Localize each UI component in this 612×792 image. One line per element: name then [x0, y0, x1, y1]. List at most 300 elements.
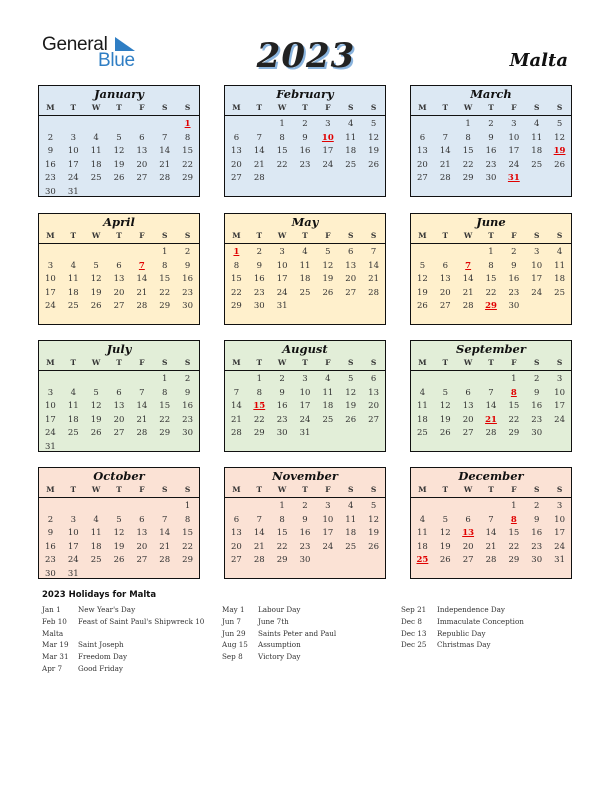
empty-cell	[62, 373, 85, 387]
day-cell: 5	[116, 514, 122, 525]
holiday-item	[401, 616, 524, 628]
day-cell: 29	[508, 428, 520, 438]
day-cell: 28	[159, 173, 171, 183]
holiday-date: Sep 8	[222, 652, 243, 662]
empty-cell	[225, 500, 248, 514]
empty-cell	[411, 246, 434, 260]
day-cell: 15	[276, 528, 288, 538]
day-cell: 27	[113, 428, 125, 438]
day-cell: 25	[322, 414, 334, 425]
day-cell: 31	[67, 186, 79, 197]
day-cell: 5	[348, 374, 354, 384]
day-cell: 4	[419, 387, 426, 398]
day-cell: 5	[419, 260, 426, 271]
day-cell: 23	[299, 541, 311, 552]
day-cell: 29	[182, 555, 193, 565]
day-cell: 6	[370, 374, 377, 384]
holidays-title: 2023 Holidays for Malta	[42, 590, 157, 600]
empty-cell	[62, 500, 85, 514]
day-cell: 9	[488, 132, 494, 143]
holiday-date: Apr 7	[42, 663, 63, 673]
empty-cell	[480, 373, 503, 387]
day-cell: 18	[345, 528, 357, 538]
day-cell: 9	[184, 260, 191, 271]
day-cell: 14	[439, 146, 451, 156]
day-cell: 2	[302, 501, 308, 511]
day-grid	[39, 244, 199, 314]
weekday-header	[39, 483, 199, 498]
weekday-label: M	[46, 485, 55, 494]
country-title: Malta	[509, 50, 568, 71]
day-cell: 11	[67, 274, 79, 284]
empty-cell	[130, 118, 153, 132]
day-cell: 1	[465, 119, 471, 129]
month-title: December	[458, 469, 524, 483]
weekday-label: S	[184, 103, 191, 112]
day-cell: 18	[417, 414, 428, 425]
day-cell: 17	[45, 414, 56, 425]
day-cell: 17	[45, 287, 56, 298]
day-cell: 12	[113, 146, 125, 156]
day-cell: 3	[511, 119, 517, 129]
day-cell: 8	[162, 387, 168, 398]
month-april	[38, 213, 200, 325]
day-cell: 30	[531, 555, 543, 565]
day-cell: 11	[531, 132, 543, 143]
day-cell: 18	[67, 414, 79, 425]
day-cell: 8	[256, 387, 262, 398]
day-cell: 9	[534, 387, 540, 398]
weekday-label: T	[70, 231, 77, 240]
empty-cell	[411, 118, 434, 132]
holiday-item	[42, 628, 204, 640]
day-cell: 23	[182, 287, 193, 298]
weekday-label: F	[511, 485, 517, 494]
day-grid	[225, 244, 385, 314]
weekday-label: M	[232, 358, 241, 367]
empty-cell	[225, 373, 248, 387]
day-cell: 15	[508, 528, 520, 538]
month-january	[38, 85, 200, 197]
day-cell: 22	[508, 541, 520, 552]
holiday-item	[222, 651, 336, 663]
day-cell: 18	[299, 274, 311, 284]
day-cell: 31	[554, 555, 565, 565]
day-cell: 4	[348, 119, 354, 129]
day-cell: 7	[370, 247, 377, 257]
day-cell: 14	[253, 146, 265, 156]
day-cell: 27	[368, 414, 379, 425]
weekday-label: T	[302, 485, 308, 494]
weekday-label: W	[91, 485, 101, 494]
weekday-label: S	[556, 103, 563, 112]
holiday-name: New Year's Day	[78, 605, 136, 614]
day-cell: 30	[182, 428, 193, 438]
holiday-day: 1	[184, 119, 191, 129]
day-cell: 1	[162, 374, 168, 384]
day-cell: 20	[113, 287, 125, 298]
day-cell: 26	[90, 428, 102, 438]
day-cell: 6	[139, 514, 145, 525]
month-title: February	[276, 87, 334, 101]
day-cell: 19	[90, 287, 102, 298]
weekday-label: F	[139, 231, 145, 240]
weekday-label: T	[488, 103, 494, 112]
day-cell: 28	[368, 287, 379, 298]
day-cell: 27	[439, 301, 451, 311]
day-cell: 29	[253, 428, 265, 438]
weekday-label: F	[139, 485, 145, 494]
day-cell: 1	[279, 119, 285, 129]
weekday-label: S	[184, 358, 191, 367]
day-cell: 3	[556, 501, 563, 511]
day-cell: 13	[368, 387, 379, 398]
day-cell: 15	[462, 146, 474, 156]
holiday-date: Jan 1	[42, 605, 61, 614]
day-cell: 14	[159, 528, 171, 538]
day-cell: 15	[276, 146, 288, 156]
day-cell: 19	[322, 274, 334, 284]
holiday-day: 8	[510, 387, 517, 398]
day-cell: 23	[299, 159, 311, 170]
day-cell: 1	[184, 501, 191, 511]
day-cell: 10	[276, 260, 288, 271]
day-cell: 27	[231, 555, 242, 565]
weekday-header	[411, 483, 571, 498]
day-cell: 19	[417, 287, 428, 298]
day-cell: 12	[113, 528, 125, 538]
month-may	[224, 213, 386, 325]
day-cell: 27	[462, 555, 474, 565]
day-cell: 24	[531, 287, 543, 298]
weekday-header	[225, 101, 385, 116]
day-cell: 11	[90, 146, 102, 156]
holiday-item	[42, 616, 204, 628]
day-cell: 28	[159, 555, 171, 565]
weekday-label: T	[488, 231, 494, 240]
day-cell: 12	[439, 528, 451, 538]
day-grid	[411, 371, 571, 441]
day-cell: 20	[136, 541, 148, 552]
day-cell: 15	[485, 274, 497, 284]
day-cell: 19	[113, 159, 125, 170]
day-cell: 17	[299, 401, 311, 411]
day-cell: 11	[299, 260, 311, 271]
day-cell: 22	[462, 159, 474, 170]
day-cell: 21	[253, 159, 265, 170]
day-cell: 13	[231, 528, 242, 538]
weekday-label: W	[91, 103, 101, 112]
empty-cell	[411, 500, 434, 514]
holiday-name: Christmas Day	[437, 640, 491, 650]
holiday-date: Dec 8	[401, 616, 422, 626]
holiday-day: 10	[321, 132, 334, 143]
day-cell: 16	[508, 274, 520, 284]
day-cell: 9	[47, 146, 54, 156]
day-cell: 11	[345, 132, 357, 143]
day-cell: 19	[113, 541, 125, 552]
day-cell: 18	[322, 401, 334, 411]
empty-cell	[457, 373, 480, 387]
day-cell: 16	[182, 274, 193, 284]
day-cell: 20	[462, 414, 474, 425]
day-cell: 28	[136, 301, 148, 311]
empty-cell	[39, 373, 62, 387]
day-cell: 23	[485, 159, 497, 170]
day-cell: 31	[67, 568, 79, 579]
day-cell: 16	[299, 528, 311, 538]
day-cell: 10	[67, 146, 79, 156]
day-cell: 2	[47, 132, 54, 143]
day-cell: 20	[231, 541, 242, 552]
day-cell: 25	[67, 301, 79, 311]
month-march	[410, 85, 572, 197]
day-cell: 13	[231, 146, 242, 156]
weekday-label: F	[325, 231, 331, 240]
day-cell: 9	[47, 528, 54, 538]
day-cell: 17	[554, 528, 565, 538]
day-cell: 26	[113, 555, 125, 565]
holiday-item	[42, 604, 204, 616]
day-cell: 3	[70, 132, 76, 143]
day-cell: 17	[67, 541, 79, 552]
weekday-header	[225, 356, 385, 371]
day-cell: 13	[345, 260, 357, 271]
day-cell: 23	[531, 541, 543, 552]
holiday-name: Immaculate Conception	[437, 616, 524, 626]
day-cell: 10	[45, 401, 56, 411]
holiday-item	[42, 663, 204, 675]
day-cell: 15	[508, 401, 520, 411]
day-cell: 26	[439, 555, 451, 565]
weekday-label: W	[463, 231, 473, 240]
day-cell: 4	[93, 514, 99, 525]
holiday-name: June 7th	[258, 616, 289, 626]
empty-cell	[130, 246, 153, 260]
weekday-label: F	[511, 103, 517, 112]
day-cell: 8	[279, 514, 285, 525]
day-cell: 7	[139, 387, 145, 398]
month-november	[224, 467, 386, 579]
empty-cell	[248, 118, 271, 132]
day-cell: 2	[302, 119, 308, 129]
day-cell: 29	[159, 428, 171, 438]
day-grid	[39, 116, 199, 199]
empty-cell	[434, 500, 457, 514]
weekday-label: W	[277, 358, 287, 367]
weekday-label: S	[370, 485, 377, 494]
day-cell: 31	[299, 428, 311, 438]
weekday-label: M	[232, 485, 241, 494]
empty-cell	[85, 373, 108, 387]
day-cell: 30	[299, 555, 311, 565]
day-cell: 27	[417, 173, 428, 183]
empty-cell	[153, 500, 176, 514]
month-title: July	[106, 342, 132, 356]
day-cell: 11	[90, 528, 102, 538]
weekday-label: S	[184, 485, 191, 494]
day-cell: 7	[162, 514, 168, 525]
weekday-header	[225, 229, 385, 244]
day-grid	[411, 244, 571, 314]
day-cell: 9	[302, 132, 308, 143]
day-cell: 25	[345, 541, 357, 552]
day-cell: 28	[253, 555, 265, 565]
day-cell: 2	[511, 247, 517, 257]
day-cell: 12	[368, 132, 379, 143]
day-cell: 10	[531, 260, 543, 271]
day-cell: 5	[116, 132, 122, 143]
empty-cell	[108, 118, 131, 132]
day-cell: 12	[90, 274, 102, 284]
day-cell: 11	[67, 401, 79, 411]
weekday-label: T	[256, 485, 263, 494]
holiday-day: 31	[507, 173, 520, 183]
day-cell: 8	[279, 132, 285, 143]
day-cell: 21	[136, 414, 148, 425]
day-cell: 4	[348, 501, 354, 511]
day-cell: 27	[113, 301, 125, 311]
day-cell: 27	[136, 173, 148, 183]
day-cell: 14	[485, 528, 497, 538]
day-cell: 13	[136, 528, 148, 538]
holiday-date: Sep 21	[401, 605, 427, 614]
empty-cell	[153, 118, 176, 132]
holiday-item	[222, 628, 336, 640]
holiday-name: Labour Day	[258, 605, 301, 614]
holiday-item	[222, 639, 336, 651]
day-cell: 21	[231, 414, 242, 425]
weekday-label: T	[116, 485, 122, 494]
holiday-item	[42, 651, 204, 663]
day-cell: 21	[485, 541, 497, 552]
month-july	[38, 340, 200, 452]
day-cell: 10	[508, 132, 520, 143]
day-cell: 16	[531, 528, 543, 538]
day-cell: 22	[485, 287, 497, 298]
weekday-label: S	[556, 485, 563, 494]
holiday-name: Saint Joseph	[78, 640, 124, 650]
weekday-label: F	[511, 358, 517, 367]
day-cell: 11	[345, 514, 357, 525]
weekday-label: S	[348, 103, 354, 112]
day-cell: 17	[322, 528, 334, 538]
day-cell: 14	[253, 528, 265, 538]
weekday-label: T	[70, 358, 77, 367]
day-cell: 11	[322, 387, 334, 398]
day-cell: 6	[233, 132, 240, 143]
weekday-label: F	[139, 358, 145, 367]
empty-cell	[108, 246, 131, 260]
day-cell: 14	[136, 401, 148, 411]
day-cell: 29	[462, 173, 474, 183]
holiday-item	[222, 616, 336, 628]
day-cell: 24	[554, 414, 565, 425]
day-cell: 7	[488, 514, 494, 525]
weekday-header	[411, 356, 571, 371]
day-cell: 3	[325, 501, 331, 511]
day-cell: 22	[182, 541, 193, 552]
empty-cell	[108, 500, 131, 514]
day-cell: 15	[182, 528, 193, 538]
day-cell: 8	[162, 260, 168, 271]
day-cell: 29	[508, 555, 520, 565]
day-cell: 10	[299, 387, 311, 398]
day-cell: 2	[184, 374, 191, 384]
day-cell: 5	[556, 119, 563, 129]
weekday-label: S	[162, 485, 168, 494]
day-cell: 13	[417, 146, 428, 156]
day-cell: 16	[45, 159, 56, 170]
day-cell: 23	[45, 555, 56, 565]
empty-cell	[85, 246, 108, 260]
day-cell: 7	[442, 132, 448, 143]
day-cell: 12	[368, 514, 379, 525]
day-cell: 19	[90, 414, 102, 425]
holiday-item	[222, 604, 336, 616]
holiday-day: 7	[465, 260, 472, 271]
day-cell: 6	[465, 514, 471, 525]
month-title: August	[282, 342, 328, 356]
holiday-day: 13	[462, 528, 475, 538]
day-cell: 28	[231, 428, 242, 438]
day-grid	[225, 371, 385, 441]
holiday-day: 8	[510, 514, 517, 525]
day-cell: 5	[442, 387, 448, 398]
holidays-column	[222, 604, 336, 663]
day-cell: 18	[90, 541, 102, 552]
day-cell: 24	[45, 301, 56, 311]
empty-cell	[85, 500, 108, 514]
day-cell: 13	[439, 274, 451, 284]
day-cell: 2	[279, 374, 285, 384]
weekday-label: W	[277, 103, 287, 112]
month-title: September	[456, 342, 526, 356]
weekday-label: S	[556, 358, 563, 367]
day-cell: 30	[253, 301, 265, 311]
day-cell: 16	[299, 146, 311, 156]
day-cell: 4	[534, 119, 540, 129]
day-cell: 26	[368, 541, 379, 552]
weekday-label: S	[534, 485, 540, 494]
day-grid	[39, 371, 199, 454]
weekday-label: M	[232, 231, 241, 240]
logo-text-blue: Blue	[98, 50, 135, 71]
day-cell: 30	[45, 568, 56, 579]
day-cell: 4	[556, 247, 563, 257]
weekday-label: W	[463, 485, 473, 494]
day-cell: 2	[534, 501, 540, 511]
weekday-header	[411, 229, 571, 244]
weekday-label: S	[162, 231, 168, 240]
holiday-date: Dec 13	[401, 628, 427, 638]
day-cell: 26	[554, 159, 565, 170]
day-cell: 19	[439, 414, 451, 425]
day-cell: 18	[554, 274, 565, 284]
day-cell: 16	[531, 401, 543, 411]
day-cell: 17	[322, 146, 334, 156]
day-cell: 2	[256, 247, 262, 257]
month-december	[410, 467, 572, 579]
holidays-column	[42, 604, 204, 675]
day-cell: 17	[67, 159, 79, 170]
day-cell: 19	[368, 146, 379, 156]
holiday-date: Feb 10	[42, 616, 67, 626]
holiday-day: 7	[138, 260, 145, 271]
month-august	[224, 340, 386, 452]
day-cell: 31	[45, 441, 56, 452]
day-cell: 17	[531, 274, 543, 284]
